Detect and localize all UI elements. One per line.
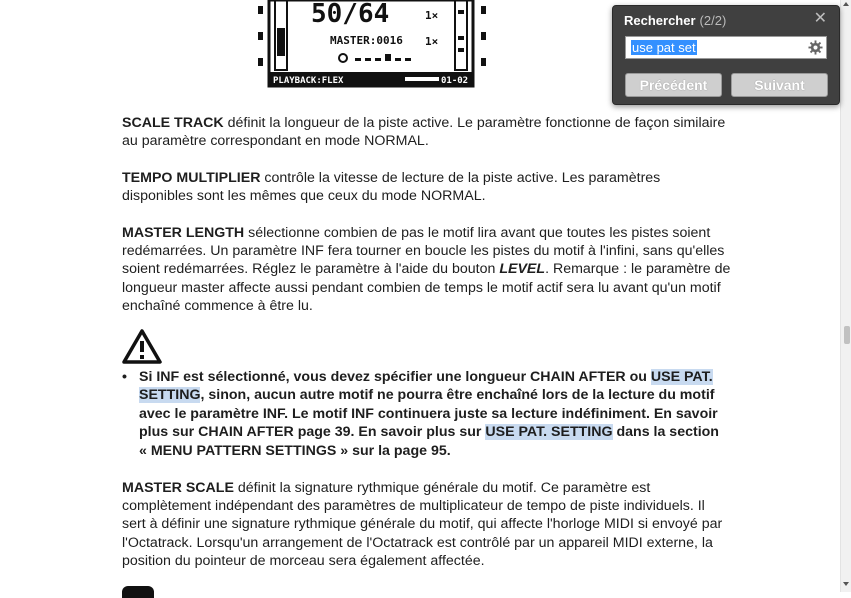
find-title bbox=[624, 13, 726, 28]
term-tempo-multiplier: TEMPO MULTIPLIER bbox=[122, 170, 261, 186]
find-dialog bbox=[612, 5, 840, 105]
warning-icon bbox=[122, 328, 162, 364]
lcd-mult-bottom: 1× bbox=[425, 35, 439, 48]
scroll-down-arrow-icon[interactable] bbox=[843, 582, 849, 586]
search-highlight-current: USE PAT. SETTING bbox=[485, 424, 613, 441]
lcd-page: 01-02 bbox=[441, 76, 469, 86]
scroll-thumb[interactable] bbox=[844, 326, 850, 344]
term-master-scale: MASTER SCALE bbox=[122, 480, 234, 496]
paragraph-text: définit la longueur de la piste active. Le paramètre fonctionne de façon similaire au paramètre correspondant en mode NORMAL. bbox=[122, 115, 726, 150]
search-highlight: USE PAT. SETTING bbox=[139, 369, 713, 404]
gear-icon[interactable] bbox=[808, 40, 823, 55]
paragraph-text: définit la signature rythmique générale du motif. Ce paramètre est complètement indépendant des paramètres de multiplicateur de tempo de piste individuels. Il sert à définir une signature rythmique générale du motif, qui affecte l'horloge MIDI si envoyé par l'Octatrack. Lorsqu'un arrangement de l'Octatrack est contrôlé par un appareil MIDI externe, la position du pointeur de morceau sera également affectée. bbox=[122, 480, 723, 569]
paragraph-text: contrôle la vitesse de lecture de la piste active. Les paramètres disponibles sont les mêmes que ceux du mode NORMAL. bbox=[122, 170, 661, 205]
term-scale-track: SCALE TRACK bbox=[122, 115, 224, 131]
term-level: LEVEL bbox=[499, 261, 546, 278]
bullet-dot: • bbox=[122, 369, 127, 385]
paragraph-scale-track bbox=[122, 114, 732, 150]
find-match-count: (2/2) bbox=[699, 13, 727, 28]
lcd-mult-top: 1× bbox=[425, 9, 439, 22]
find-title-label: Rechercher bbox=[624, 13, 696, 28]
paragraph-text: sélectionne combien de pas le motif lira avant que toutes les pistes soient redémarrées. Un paramètre INF fera tourner en boucle les pistes du motif à l'infini, sans qu'elles soient redémarrées. Réglez le paramètre à l'aide du bouton bbox=[122, 225, 725, 278]
term-master-length: MASTER LENGTH bbox=[122, 225, 245, 241]
warning-text-part: , sinon, aucun autre motif ne pourra être enchaîné lors de la lecture du motif avec le paramètre INF. Le motif INF continuera juste sa lecture indéfiniment. En savoir plus sur CHAIN AFTER page 39. En savoir plus sur bbox=[139, 387, 718, 441]
search-input[interactable] bbox=[625, 36, 827, 59]
lcd-master: MASTER:0016 bbox=[330, 34, 403, 47]
scroll-up-arrow-icon[interactable] bbox=[843, 2, 849, 6]
lcd-mode: PLAYBACK:FLEX bbox=[273, 76, 344, 86]
next-warning-icon bbox=[122, 586, 154, 598]
search-query: use pat set bbox=[632, 40, 696, 55]
warning-text-part: dans la section « MENU PATTERN SETTINGS » sur la page 95. bbox=[139, 424, 719, 459]
warning-text bbox=[139, 368, 729, 460]
warning-text-part: Si INF est sélectionné, vous devez spécifier une longueur CHAIN AFTER ou bbox=[139, 369, 651, 385]
previous-button[interactable]: Précédent bbox=[625, 73, 722, 97]
paragraph-master-scale bbox=[122, 479, 732, 570]
device-screen-image bbox=[255, 0, 487, 90]
close-icon[interactable]: ✕ bbox=[813, 10, 827, 27]
next-button[interactable]: Suivant bbox=[731, 73, 828, 97]
vertical-scrollbar[interactable] bbox=[840, 0, 851, 592]
paragraph-text: . Remarque : le paramètre de longueur master affecte aussi pendant combien de temps le motif actif sera lu avant qu'un motif enchaîné commence à être lu. bbox=[122, 261, 731, 314]
paragraph-master-length bbox=[122, 224, 732, 315]
lcd-counter: 50/64 bbox=[311, 0, 390, 29]
paragraph-tempo-multiplier bbox=[122, 169, 732, 205]
